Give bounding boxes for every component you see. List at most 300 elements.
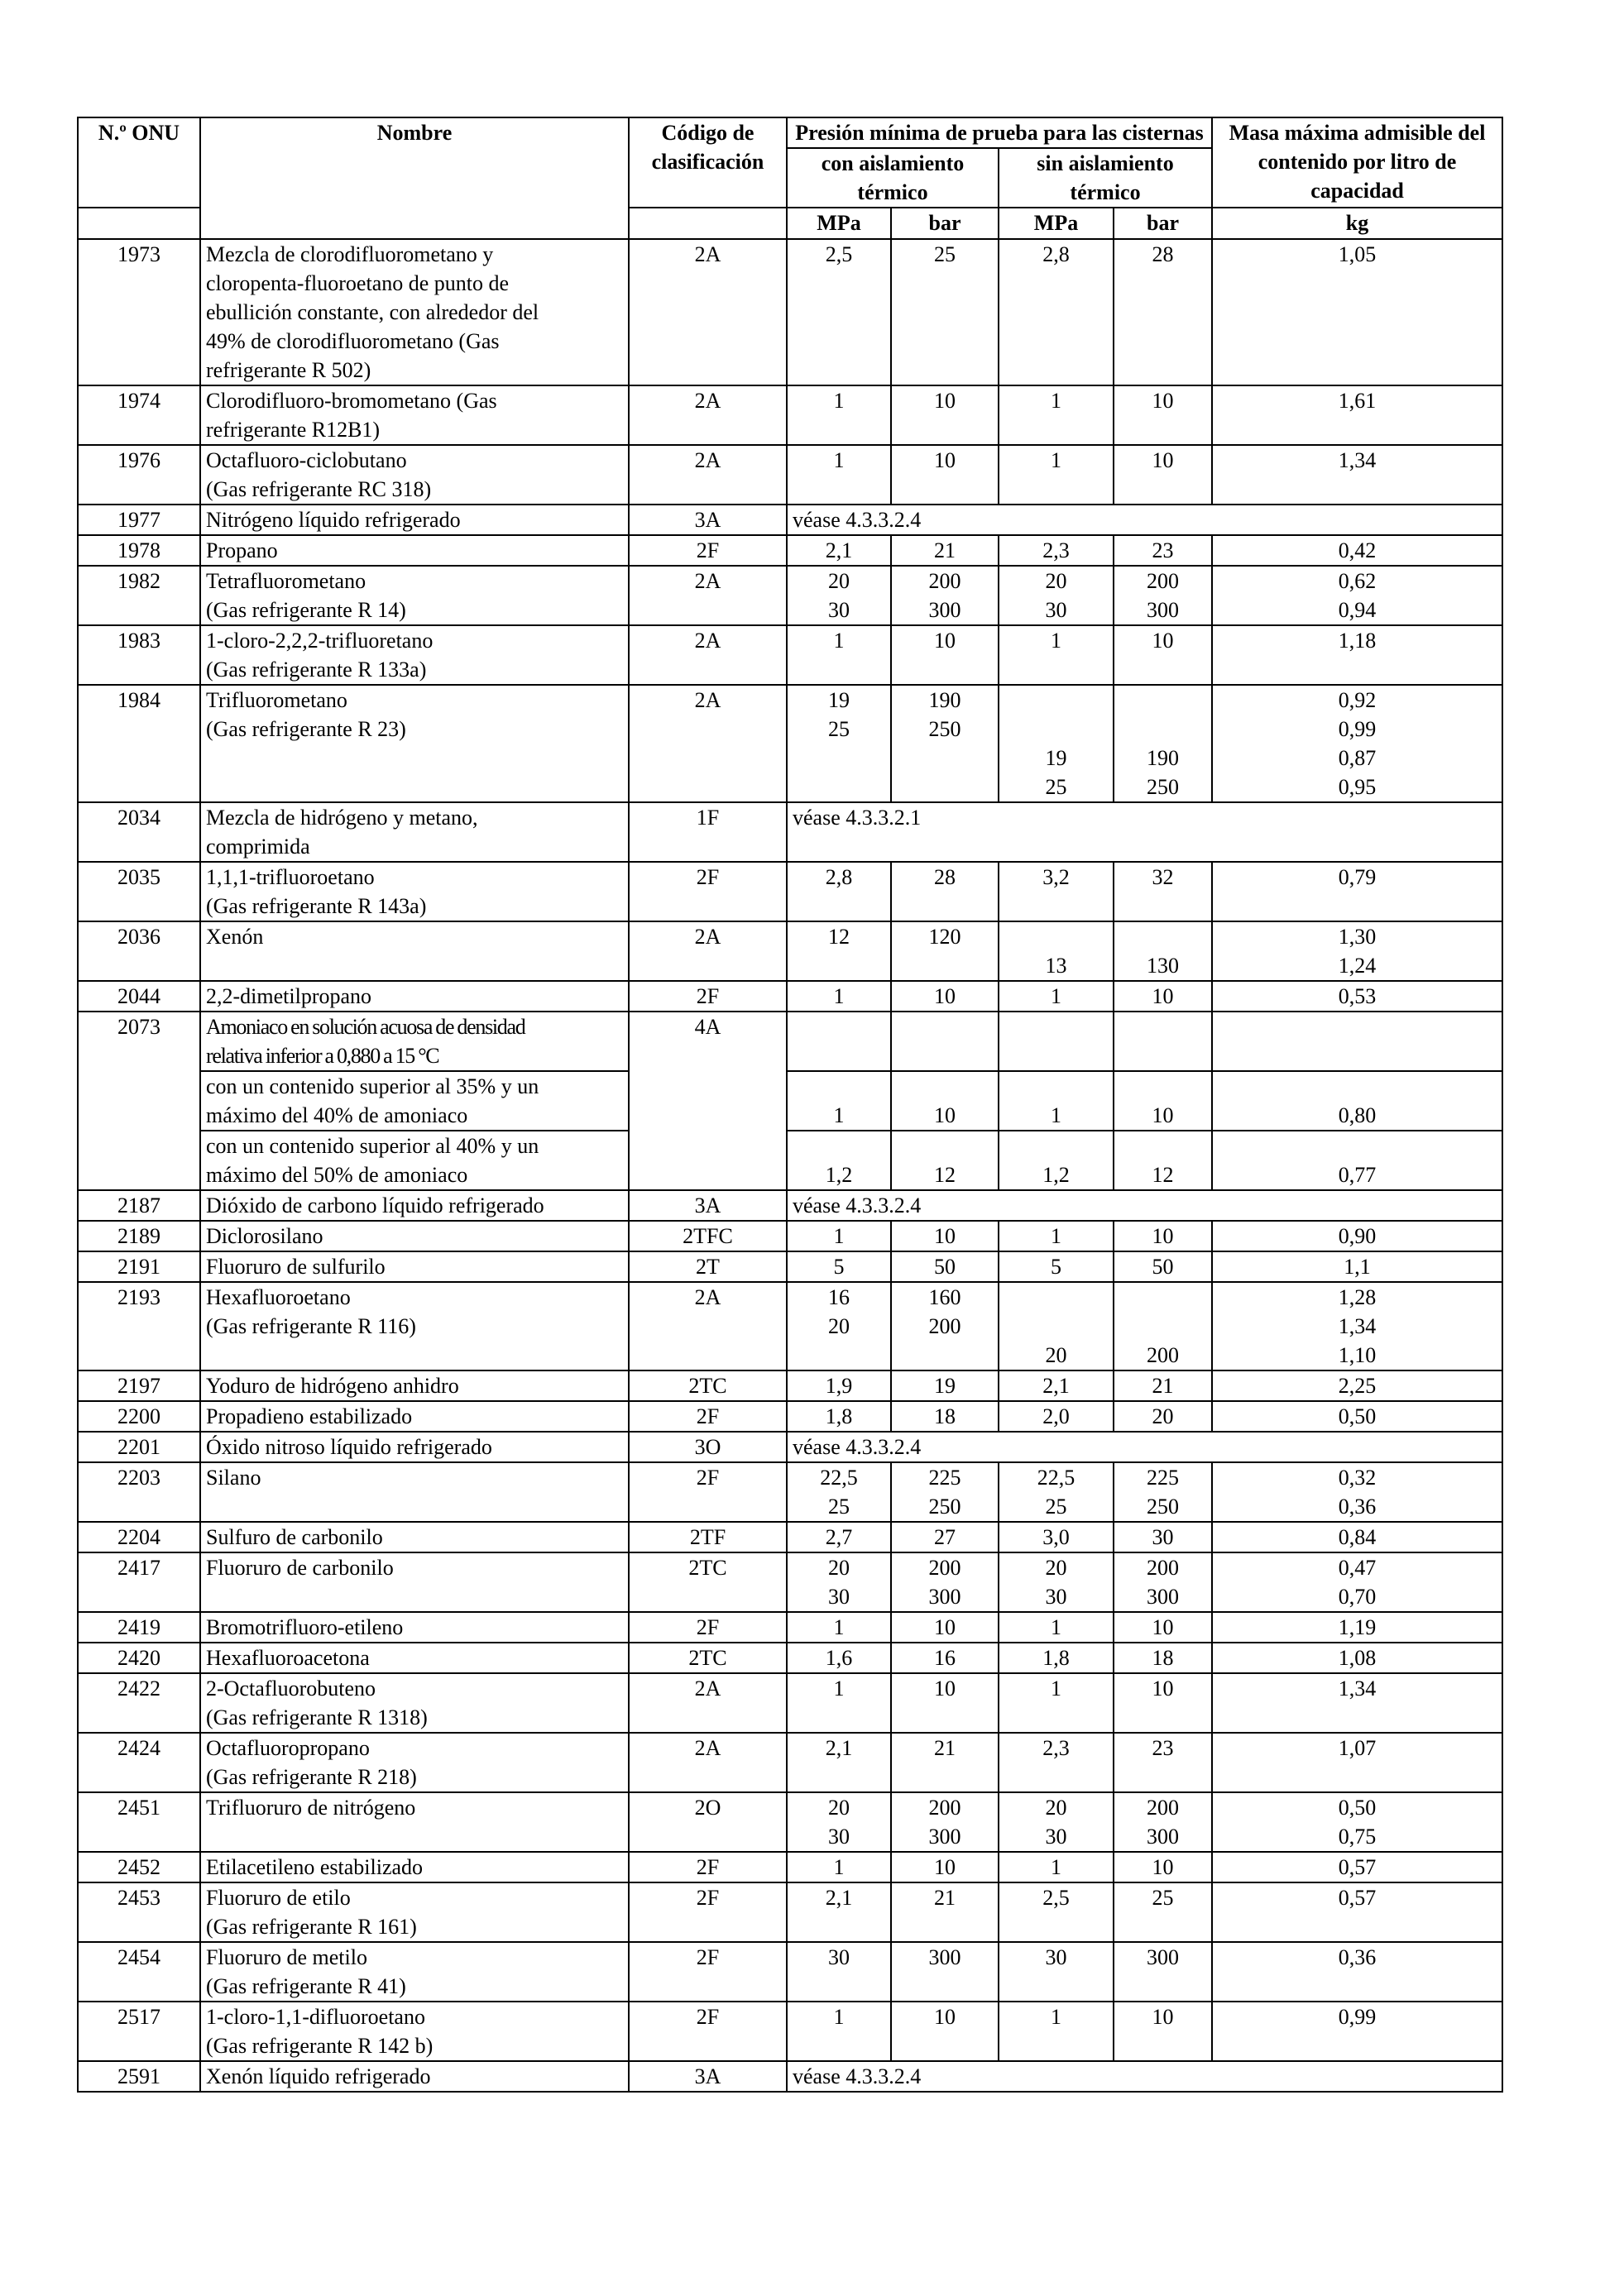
classification-code-cell: 2F [629, 1462, 787, 1522]
table-row [78, 1612, 1502, 1643]
un-number-cell: 2420 [78, 1643, 200, 1673]
classification-code-cell: 2A [629, 625, 787, 685]
pressure-mpa-uninsulated-cell: 1 [999, 1071, 1114, 1131]
substance-name-cell: Octafluoro-ciclobutano (Gas refrigerante RC 318) [200, 445, 629, 505]
pressure-bar-insulated-cell: 50 [891, 1251, 999, 1282]
pressure-mpa-insulated-cell: 5 [787, 1251, 891, 1282]
pressure-mpa-insulated-cell [787, 1012, 891, 1071]
table-row [78, 1522, 1502, 1552]
un-number-cell: 1982 [78, 566, 200, 625]
header-unit-mpa-uninsulated: MPa [999, 208, 1114, 239]
header-classification-code: Código de clasificación [629, 117, 787, 208]
pressure-mpa-uninsulated-cell: 1 [999, 981, 1114, 1012]
classification-code-cell: 2A [629, 566, 787, 625]
classification-code-cell: 2F [629, 1852, 787, 1882]
pressure-bar-insulated-cell: 21 [891, 1733, 999, 1792]
max-mass-kg-cell: 2,25 [1212, 1370, 1502, 1401]
pressure-mpa-insulated-cell: 1 [787, 1612, 891, 1643]
classification-code-cell: 2A [629, 921, 787, 981]
table-row [78, 239, 1502, 385]
substance-name-cell: Tetrafluorometano (Gas refrigerante R 14) [200, 566, 629, 625]
table-subrow [78, 1071, 1502, 1131]
pressure-mpa-uninsulated-cell: 1 [999, 385, 1114, 445]
classification-code-cell: 2F [629, 862, 787, 921]
pressure-mpa-uninsulated-cell: 2,5 [999, 1882, 1114, 1942]
pressure-bar-uninsulated-cell: 130 [1114, 921, 1212, 981]
classification-code-cell: 2TFC [629, 1221, 787, 1251]
un-number-cell: 2044 [78, 981, 200, 1012]
pressure-mpa-uninsulated-cell: 1 [999, 1612, 1114, 1643]
table-row [78, 1190, 1502, 1221]
substance-name-cell: Sulfuro de carbonilo [200, 1522, 629, 1552]
table-row [78, 862, 1502, 921]
pressure-bar-insulated-cell: 10 [891, 2002, 999, 2061]
substance-name-cell: Fluoruro de etilo (Gas refrigerante R 161) [200, 1882, 629, 1942]
substance-name-cell: 1-cloro-1,1-difluoroetano (Gas refrigerante R 142 b) [200, 2002, 629, 2061]
pressure-mpa-insulated-cell: 2,1 [787, 1882, 891, 1942]
pressure-mpa-uninsulated-cell: 1,8 [999, 1643, 1114, 1673]
un-number-cell: 2452 [78, 1852, 200, 1882]
table-row [78, 2002, 1502, 2061]
pressure-mpa-insulated-cell: 1 [787, 1673, 891, 1733]
un-number-cell: 1983 [78, 625, 200, 685]
substance-name-cell: 1-cloro-2,2,2-trifluoretano (Gas refrigerante R 133a) [200, 625, 629, 685]
pressure-bar-insulated-cell: 19 [891, 1370, 999, 1401]
pressure-mpa-uninsulated-cell: 5 [999, 1251, 1114, 1282]
header-unit-bar-insulated: bar [891, 208, 999, 239]
pressure-mpa-insulated-cell: 1,8 [787, 1401, 891, 1432]
pressure-mpa-insulated-cell: 2,5 [787, 239, 891, 385]
max-mass-kg-cell: 0,77 [1212, 1131, 1502, 1190]
pressure-mpa-insulated-cell: 1,6 [787, 1643, 891, 1673]
pressure-mpa-uninsulated-cell: 1 [999, 1221, 1114, 1251]
table-row [78, 802, 1502, 862]
pressure-bar-uninsulated-cell: 10 [1114, 1071, 1212, 1131]
max-mass-kg-cell: 0,53 [1212, 981, 1502, 1012]
see-reference-cell: véase 4.3.3.2.4 [787, 1432, 1502, 1462]
substance-name-cell: Dióxido de carbono líquido refrigerado [200, 1190, 629, 1221]
pressure-mpa-insulated-cell: 1 [787, 1852, 891, 1882]
pressure-mpa-insulated-cell: 1 [787, 385, 891, 445]
pressure-bar-insulated-cell: 10 [891, 1071, 999, 1131]
un-number-cell: 2034 [78, 802, 200, 862]
pressure-bar-insulated-cell: 200 300 [891, 1792, 999, 1852]
substance-variant-cell: con un contenido superior al 40% y un máximo del 50% de amoniaco [200, 1131, 629, 1190]
max-mass-kg-cell: 1,34 [1212, 445, 1502, 505]
max-mass-kg-cell [1212, 1012, 1502, 1071]
pressure-mpa-insulated-cell: 2,1 [787, 1733, 891, 1792]
pressure-bar-uninsulated-cell: 23 [1114, 1733, 1212, 1792]
pressure-mpa-insulated-cell: 1 [787, 1071, 891, 1131]
un-number-cell: 2191 [78, 1251, 200, 1282]
header-unit-kg: kg [1212, 208, 1502, 239]
pressure-mpa-uninsulated-cell: 1 [999, 1673, 1114, 1733]
table-row [78, 2061, 1502, 2092]
pressure-bar-insulated-cell: 225 250 [891, 1462, 999, 1522]
classification-code-cell: 3A [629, 505, 787, 535]
pressure-bar-uninsulated-cell: 10 [1114, 1673, 1212, 1733]
pressure-bar-insulated-cell: 120 [891, 921, 999, 981]
pressure-mpa-uninsulated-cell: 2,3 [999, 535, 1114, 566]
un-number-cell: 1977 [78, 505, 200, 535]
max-mass-kg-cell: 0,99 [1212, 2002, 1502, 2061]
table-row [78, 505, 1502, 535]
table-row [78, 1370, 1502, 1401]
classification-code-cell: 2F [629, 981, 787, 1012]
un-number-cell: 2197 [78, 1370, 200, 1401]
pressure-mpa-insulated-cell: 1 [787, 981, 891, 1012]
classification-code-cell: 2F [629, 2002, 787, 2061]
pressure-bar-uninsulated-cell: 25 [1114, 1882, 1212, 1942]
classification-code-cell: 2A [629, 385, 787, 445]
table-row [78, 1792, 1502, 1852]
pressure-bar-insulated-cell: 16 [891, 1643, 999, 1673]
pressure-mpa-insulated-cell: 1 [787, 625, 891, 685]
pressure-bar-uninsulated-cell: 20 [1114, 1401, 1212, 1432]
pressure-mpa-insulated-cell: 1 [787, 1221, 891, 1251]
table-row [78, 685, 1502, 802]
substance-name-cell: Fluoruro de metilo (Gas refrigerante R 41) [200, 1942, 629, 2002]
pressure-bar-uninsulated-cell: 10 [1114, 625, 1212, 685]
un-number-cell: 2424 [78, 1733, 200, 1792]
pressure-mpa-insulated-cell: 20 30 [787, 566, 891, 625]
max-mass-kg-cell: 1,07 [1212, 1733, 1502, 1792]
pressure-bar-insulated-cell [891, 1012, 999, 1071]
pressure-bar-uninsulated-cell [1114, 1012, 1212, 1071]
pressure-mpa-uninsulated-cell: 2,1 [999, 1370, 1114, 1401]
un-number-cell: 2201 [78, 1432, 200, 1462]
pressure-mpa-uninsulated-cell: 2,3 [999, 1733, 1114, 1792]
table-row [78, 1012, 1502, 1071]
table-row [78, 1432, 1502, 1462]
max-mass-kg-cell: 1,28 1,34 1,10 [1212, 1282, 1502, 1370]
pressure-bar-insulated-cell: 27 [891, 1522, 999, 1552]
classification-code-cell: 2A [629, 239, 787, 385]
header-un-unit-blank [78, 208, 200, 239]
see-reference-cell: véase 4.3.3.2.1 [787, 802, 1502, 862]
pressure-mpa-insulated-cell: 12 [787, 921, 891, 981]
table-row [78, 1942, 1502, 2002]
substance-variant-cell: con un contenido superior al 35% y un máximo del 40% de amoniaco [200, 1071, 629, 1131]
table-row [78, 1643, 1502, 1673]
un-number-cell: 1974 [78, 385, 200, 445]
un-number-cell: 2451 [78, 1792, 200, 1852]
max-mass-kg-cell: 0,50 [1212, 1401, 1502, 1432]
pressure-mpa-insulated-cell: 19 25 [787, 685, 891, 802]
pressure-mpa-insulated-cell: 16 20 [787, 1282, 891, 1370]
pressure-mpa-uninsulated-cell: 20 30 [999, 566, 1114, 625]
substance-name-cell: Xenón [200, 921, 629, 981]
max-mass-kg-cell: 0,57 [1212, 1882, 1502, 1942]
table-row [78, 1552, 1502, 1612]
un-number-cell: 2189 [78, 1221, 200, 1251]
pressure-mpa-uninsulated-cell: 19 25 [999, 685, 1114, 802]
pressure-mpa-uninsulated-cell: 2,0 [999, 1401, 1114, 1432]
substance-name-cell: 2,2-dimetilpropano [200, 981, 629, 1012]
pressure-mpa-uninsulated-cell: 1,2 [999, 1131, 1114, 1190]
un-number-cell: 2204 [78, 1522, 200, 1552]
pressure-mpa-insulated-cell: 2,8 [787, 862, 891, 921]
pressure-mpa-uninsulated-cell: 1 [999, 2002, 1114, 2061]
classification-code-cell: 2F [629, 1612, 787, 1643]
classification-code-cell: 2A [629, 445, 787, 505]
pressure-bar-insulated-cell: 25 [891, 239, 999, 385]
pressure-mpa-uninsulated-cell: 3,2 [999, 862, 1114, 921]
substance-name-cell: Propano [200, 535, 629, 566]
pressure-bar-insulated-cell: 10 [891, 385, 999, 445]
un-number-cell: 2203 [78, 1462, 200, 1522]
max-mass-kg-cell: 1,1 [1212, 1251, 1502, 1282]
pressure-bar-uninsulated-cell: 18 [1114, 1643, 1212, 1673]
pressure-mpa-insulated-cell: 30 [787, 1942, 891, 2002]
un-number-cell: 2422 [78, 1673, 200, 1733]
classification-code-cell: 3A [629, 2061, 787, 2092]
max-mass-kg-cell: 0,84 [1212, 1522, 1502, 1552]
header-code-unit-blank [629, 208, 787, 239]
max-mass-kg-cell: 0,32 0,36 [1212, 1462, 1502, 1522]
max-mass-kg-cell: 0,36 [1212, 1942, 1502, 2002]
un-number-cell: 2454 [78, 1942, 200, 2002]
pressure-bar-insulated-cell: 21 [891, 1882, 999, 1942]
pressure-mpa-uninsulated-cell: 1 [999, 1852, 1114, 1882]
substance-name-cell: Propadieno estabilizado [200, 1401, 629, 1432]
substance-name-cell: 1,1,1-trifluoroetano (Gas refrigerante R 143a) [200, 862, 629, 921]
un-number-cell: 2036 [78, 921, 200, 981]
substance-name-cell: Xenón líquido refrigerado [200, 2061, 629, 2092]
pressure-mpa-uninsulated-cell: 22,5 25 [999, 1462, 1114, 1522]
table-subrow [78, 1131, 1502, 1190]
max-mass-kg-cell: 0,42 [1212, 535, 1502, 566]
classification-code-cell: 4A [629, 1012, 787, 1190]
classification-code-cell: 2F [629, 535, 787, 566]
pressure-bar-insulated-cell: 300 [891, 1942, 999, 2002]
table-row [78, 1673, 1502, 1733]
max-mass-kg-cell: 1,08 [1212, 1643, 1502, 1673]
un-number-cell: 1976 [78, 445, 200, 505]
classification-code-cell: 2F [629, 1882, 787, 1942]
table-row [78, 1882, 1502, 1942]
pressure-mpa-insulated-cell: 2,7 [787, 1522, 891, 1552]
classification-code-cell: 2F [629, 1401, 787, 1432]
max-mass-kg-cell: 0,79 [1212, 862, 1502, 921]
classification-code-cell: 3A [629, 1190, 787, 1221]
un-number-cell: 2591 [78, 2061, 200, 2092]
pressure-bar-insulated-cell: 21 [891, 535, 999, 566]
table-row [78, 1221, 1502, 1251]
un-number-cell: 2419 [78, 1612, 200, 1643]
table-row [78, 385, 1502, 445]
see-reference-cell: véase 4.3.3.2.4 [787, 2061, 1502, 2092]
substance-name-cell: Nitrógeno líquido refrigerado [200, 505, 629, 535]
pressure-bar-uninsulated-cell: 300 [1114, 1942, 1212, 2002]
pressure-bar-uninsulated-cell: 10 [1114, 981, 1212, 1012]
pressure-mpa-insulated-cell: 20 30 [787, 1792, 891, 1852]
table-row [78, 1462, 1502, 1522]
pressure-bar-insulated-cell: 10 [891, 1852, 999, 1882]
pressure-mpa-insulated-cell: 1,9 [787, 1370, 891, 1401]
table-row [78, 625, 1502, 685]
un-number-cell: 1984 [78, 685, 200, 802]
substance-name-cell: Óxido nitroso líquido refrigerado [200, 1432, 629, 1462]
classification-code-cell: 2TC [629, 1370, 787, 1401]
pressure-bar-uninsulated-cell: 200 [1114, 1282, 1212, 1370]
pressure-bar-uninsulated-cell: 10 [1114, 1612, 1212, 1643]
table-row [78, 1282, 1502, 1370]
pressure-mpa-uninsulated-cell: 20 30 [999, 1552, 1114, 1612]
pressure-bar-uninsulated-cell: 21 [1114, 1370, 1212, 1401]
classification-code-cell: 2TC [629, 1643, 787, 1673]
pressure-mpa-insulated-cell: 20 30 [787, 1552, 891, 1612]
un-number-cell: 2193 [78, 1282, 200, 1370]
max-mass-kg-cell: 0,80 [1212, 1071, 1502, 1131]
max-mass-kg-cell: 1,61 [1212, 385, 1502, 445]
classification-code-cell: 1F [629, 802, 787, 862]
max-mass-kg-cell: 0,92 0,99 0,87 0,95 [1212, 685, 1502, 802]
pressure-mpa-uninsulated-cell: 1 [999, 445, 1114, 505]
un-number-cell: 2035 [78, 862, 200, 921]
pressure-bar-uninsulated-cell: 10 [1114, 385, 1212, 445]
un-number-cell: 2417 [78, 1552, 200, 1612]
pressure-mpa-uninsulated-cell: 30 [999, 1942, 1114, 2002]
substance-name-cell: Silano [200, 1462, 629, 1522]
substance-name-cell: Octafluoropropano (Gas refrigerante R 218) [200, 1733, 629, 1792]
pressure-bar-insulated-cell: 10 [891, 1221, 999, 1251]
pressure-mpa-uninsulated-cell: 20 [999, 1282, 1114, 1370]
classification-code-cell: 2O [629, 1792, 787, 1852]
pressure-mpa-uninsulated-cell: 1 [999, 625, 1114, 685]
pressure-bar-uninsulated-cell: 32 [1114, 862, 1212, 921]
un-number-cell: 2200 [78, 1401, 200, 1432]
pressure-bar-insulated-cell: 200 300 [891, 566, 999, 625]
pressure-bar-insulated-cell: 10 [891, 1612, 999, 1643]
pressure-bar-insulated-cell: 160 200 [891, 1282, 999, 1370]
classification-code-cell: 2A [629, 1282, 787, 1370]
pressure-bar-uninsulated-cell: 23 [1114, 535, 1212, 566]
un-number-cell: 2073 [78, 1012, 200, 1190]
substance-name-cell: Trifluorometano (Gas refrigerante R 23) [200, 685, 629, 802]
header-insulated: con aislamiento térmico [787, 148, 999, 208]
pressure-bar-insulated-cell: 10 [891, 1673, 999, 1733]
pressure-bar-uninsulated-cell: 10 [1114, 445, 1212, 505]
substance-name-cell: Fluoruro de sulfurilo [200, 1251, 629, 1282]
substance-name-cell: Etilacetileno estabilizado [200, 1852, 629, 1882]
see-reference-cell: véase 4.3.3.2.4 [787, 505, 1502, 535]
pressure-bar-uninsulated-cell: 200 300 [1114, 1792, 1212, 1852]
table-row [78, 566, 1502, 625]
classification-code-cell: 2TC [629, 1552, 787, 1612]
pressure-bar-insulated-cell: 10 [891, 445, 999, 505]
pressure-bar-uninsulated-cell: 10 [1114, 1221, 1212, 1251]
pressure-mpa-uninsulated-cell: 13 [999, 921, 1114, 981]
header-max-mass: Masa máxima admisible del contenido por litro de capacidad [1212, 117, 1502, 208]
header-uninsulated: sin aislamiento térmico [999, 148, 1212, 208]
see-reference-cell: véase 4.3.3.2.4 [787, 1190, 1502, 1221]
substance-name-cell: Fluoruro de carbonilo [200, 1552, 629, 1612]
pressure-mpa-uninsulated-cell [999, 1012, 1114, 1071]
substance-name-cell: Bromotrifluoro-etileno [200, 1612, 629, 1643]
classification-code-cell: 3O [629, 1432, 787, 1462]
table-row [78, 1251, 1502, 1282]
max-mass-kg-cell: 1,19 [1212, 1612, 1502, 1643]
pressure-bar-uninsulated-cell: 190 250 [1114, 685, 1212, 802]
pressure-mpa-insulated-cell: 1 [787, 445, 891, 505]
substance-name-cell: Diclorosilano [200, 1221, 629, 1251]
pressure-bar-uninsulated-cell: 12 [1114, 1131, 1212, 1190]
header-name: Nombre [200, 117, 629, 239]
pressure-mpa-insulated-cell: 1 [787, 2002, 891, 2061]
pressure-mpa-uninsulated-cell: 3,0 [999, 1522, 1114, 1552]
header-unit-bar-uninsulated: bar [1114, 208, 1212, 239]
max-mass-kg-cell: 1,18 [1212, 625, 1502, 685]
pressure-bar-uninsulated-cell: 28 [1114, 239, 1212, 385]
table-row [78, 1401, 1502, 1432]
pressure-bar-uninsulated-cell: 10 [1114, 1852, 1212, 1882]
table-row [78, 1733, 1502, 1792]
pressure-bar-insulated-cell: 28 [891, 862, 999, 921]
max-mass-kg-cell: 0,62 0,94 [1212, 566, 1502, 625]
pressure-bar-uninsulated-cell: 200 300 [1114, 1552, 1212, 1612]
classification-code-cell: 2A [629, 685, 787, 802]
header-un-number: N.º ONU [78, 117, 200, 208]
pressure-bar-insulated-cell: 200 300 [891, 1552, 999, 1612]
table-body [78, 239, 1502, 2092]
pressure-bar-insulated-cell: 10 [891, 625, 999, 685]
classification-code-cell: 2A [629, 1733, 787, 1792]
max-mass-kg-cell: 0,47 0,70 [1212, 1552, 1502, 1612]
header-unit-mpa-insulated: MPa [787, 208, 891, 239]
table-row [78, 921, 1502, 981]
pressure-bar-insulated-cell: 190 250 [891, 685, 999, 802]
substance-name-cell: Trifluoruro de nitrógeno [200, 1792, 629, 1852]
pressure-bar-insulated-cell: 18 [891, 1401, 999, 1432]
pressure-bar-uninsulated-cell: 50 [1114, 1251, 1212, 1282]
pressure-mpa-insulated-cell: 22,5 25 [787, 1462, 891, 1522]
substance-name-cell: Yoduro de hidrógeno anhidro [200, 1370, 629, 1401]
max-mass-kg-cell: 0,90 [1212, 1221, 1502, 1251]
un-number-cell: 1973 [78, 239, 200, 385]
gas-tank-requirements-table [77, 117, 1503, 2093]
pressure-mpa-insulated-cell: 2,1 [787, 535, 891, 566]
max-mass-kg-cell: 0,50 0,75 [1212, 1792, 1502, 1852]
substance-name-cell: Hexafluoroetano (Gas refrigerante R 116) [200, 1282, 629, 1370]
un-number-cell: 2187 [78, 1190, 200, 1221]
table-row [78, 1852, 1502, 1882]
un-number-cell: 2453 [78, 1882, 200, 1942]
classification-code-cell: 2TF [629, 1522, 787, 1552]
pressure-bar-uninsulated-cell: 30 [1114, 1522, 1212, 1552]
un-number-cell: 1978 [78, 535, 200, 566]
substance-name-cell: Mezcla de hidrógeno y metano, comprimida [200, 802, 629, 862]
classification-code-cell: 2A [629, 1673, 787, 1733]
table-row [78, 445, 1502, 505]
pressure-bar-insulated-cell: 12 [891, 1131, 999, 1190]
table-header [78, 117, 1502, 239]
un-number-cell: 2517 [78, 2002, 200, 2061]
classification-code-cell: 2T [629, 1251, 787, 1282]
pressure-bar-uninsulated-cell: 225 250 [1114, 1462, 1212, 1522]
max-mass-kg-cell: 1,30 1,24 [1212, 921, 1502, 981]
header-min-test-pressure: Presión mínima de prueba para las cisternas [787, 117, 1212, 148]
max-mass-kg-cell: 1,34 [1212, 1673, 1502, 1733]
pressure-mpa-insulated-cell: 1,2 [787, 1131, 891, 1190]
substance-name-cell: Hexafluoroacetona [200, 1643, 629, 1673]
pressure-mpa-uninsulated-cell: 2,8 [999, 239, 1114, 385]
pressure-bar-uninsulated-cell: 10 [1114, 2002, 1212, 2061]
pressure-bar-uninsulated-cell: 200 300 [1114, 566, 1212, 625]
table-row [78, 535, 1502, 566]
substance-name-cell: Amoniaco en solución acuosa de densidad relativa inferior a 0,880 a 15 °C [200, 1012, 629, 1071]
substance-name-cell: Mezcla de clorodifluorometano y cloropenta-fluoroetano de punto de ebullición constante, con alrededor del 49% de clorodifluorometano (Gas refrigerante R 502) [200, 239, 629, 385]
